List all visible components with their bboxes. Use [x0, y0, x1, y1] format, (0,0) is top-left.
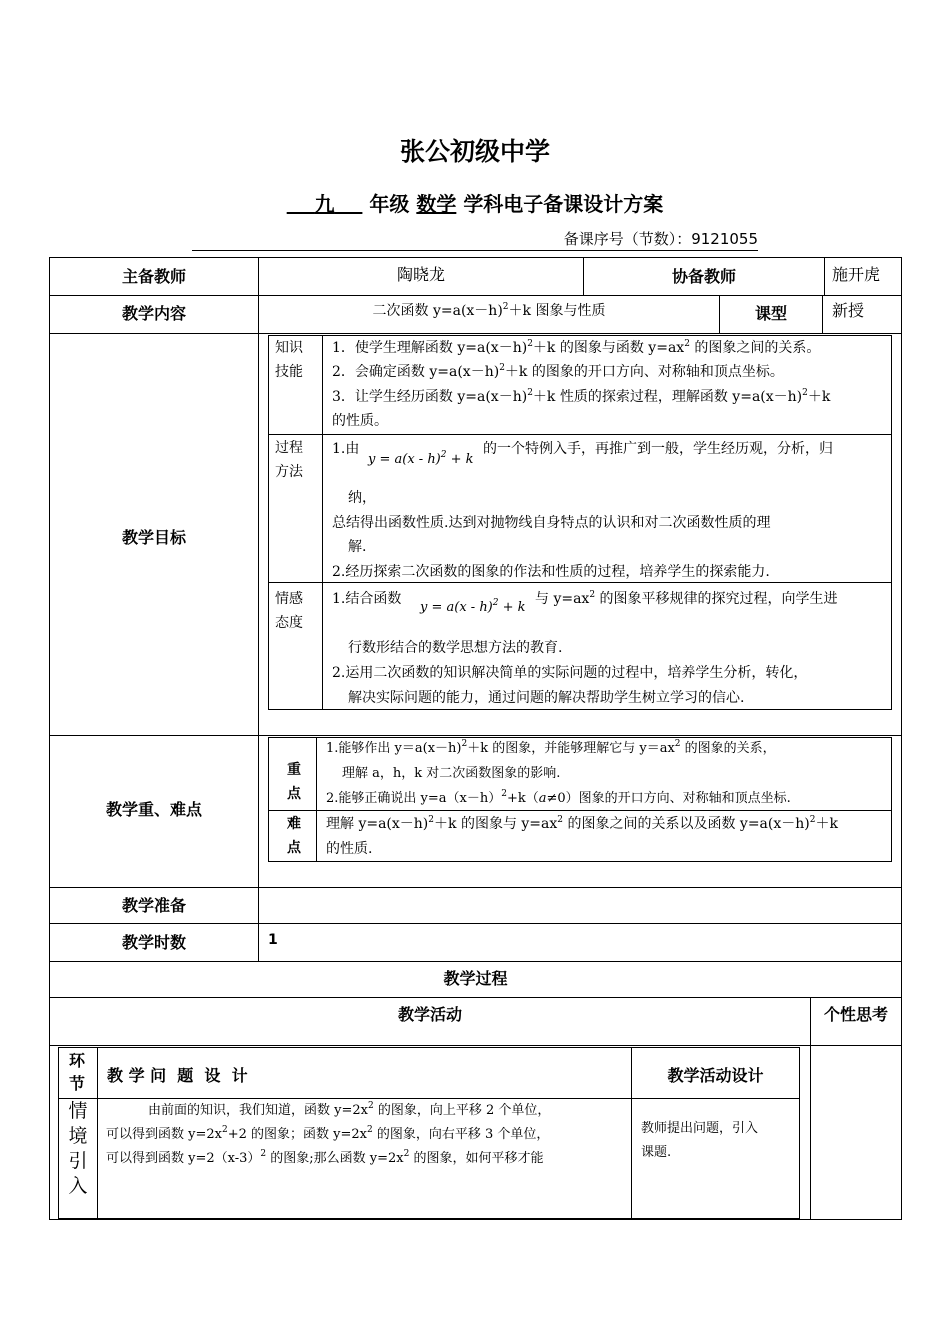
hard-label: 难点 [287, 816, 301, 856]
process-line-5: 2.经历探索二次函数的图象的作法和性质的过程，培养学生的探索能力. [332, 564, 770, 580]
emotion-formula: y = a(x - h)$^2$ + k [420, 598, 526, 615]
stage-column-header: 环节 [68, 1051, 85, 1093]
stage-1-line-3: 可以得到函数 $y=2(x-3)^2$ 的图象;那么函数 $y=2x^2$ 的图象，如何平移才能 [106, 1149, 544, 1166]
hours-value: 1 [268, 932, 278, 948]
hours-label: 教学时数 [121, 933, 186, 952]
knowledge-line-2: 2．会确定函数 $y=a(x-h)^2+k$ 的图象的开口方向、对称轴和顶点坐标。 [332, 363, 784, 380]
key-line-1: 1.能够作出 $y=a(x-h)^2+k$ 的图象，并能够理解它与 $y=ax^2$ 的图象的关系， [326, 739, 776, 756]
type-value: 新授 [832, 301, 865, 320]
hard-line-2: 的性质. [326, 841, 373, 857]
stage-1-line-1: 由前面的知识，我们知道，函数 $y=2x^2$ 的图象，向上平移 2 个单位， [148, 1101, 551, 1118]
content-label: 教学内容 [121, 304, 186, 323]
process-section-title: 教学过程 [443, 969, 508, 988]
emotion-line-3: 2.运用二次函数的知识解决简单的实际问题的过程中，培养学生分析，转化， [332, 665, 808, 681]
process-line-4: 解. [348, 539, 367, 555]
design-column-header: 教学活动设计 [667, 1066, 764, 1085]
emotion-line-2: 行数形结合的数学思想方法的教育. [348, 640, 563, 656]
question-column-header: 教 学 问 题 设 计 [107, 1066, 248, 1085]
process-formula: y = a(x - h)$^2$ + k [368, 450, 474, 467]
process-line-1a: 1.由 [332, 441, 360, 457]
school-title: 张公初级中学 [399, 137, 550, 166]
stage-1-label: 情境引入 [68, 1100, 88, 1197]
emotion-line-4: 解决实际问题的能力，通过问题的解决帮助学生树立学习的信心. [348, 690, 745, 706]
activity-header: 教学活动 [397, 1005, 462, 1024]
co-teacher-label: 协备教师 [671, 267, 736, 286]
type-label: 课型 [754, 304, 787, 323]
process-line-3: 总结得出函数性质.达到对抛物线自身特点的认识和对二次函数性质的理 [332, 515, 771, 531]
knowledge-label: 知识技能 [275, 340, 303, 380]
key-line-3: 2.能够正确说出 $y=a(x-h)^2+k(a\ne 0)$图象的开口方向、对称轴和顶点坐标. [326, 789, 791, 806]
knowledge-line-4: 的性质。 [332, 413, 388, 429]
key-line-2: 理解 a，h，k 对二次函数图象的影响. [342, 766, 561, 781]
stage-1-design-1: 教师提出问题，引入 [641, 1121, 759, 1136]
main-teacher-label: 主备教师 [121, 267, 186, 286]
key-points-label: 教学重、难点 [105, 800, 202, 819]
goals-label: 教学目标 [121, 528, 186, 547]
emotion-line-1a: 1.结合函数 [332, 591, 402, 607]
lesson-number: 备课序号（节数）：9121055 [192, 228, 758, 251]
stage-1-design-2: 课题. [641, 1145, 672, 1160]
subject: 数学 [416, 192, 457, 216]
hard-line-1: 理解 $y=a(x-h)^2+k$ 的图象与 $y=ax^2$ 的图象之间的关系以及函数 $y=a(x-h)^2+k$ [326, 815, 838, 832]
content-value: 二次函数 $y=a(x-h)^2+k$ 图象与性质 [372, 302, 606, 319]
prep-label: 教学准备 [121, 896, 186, 915]
knowledge-line-3: 3．让学生经历函数 $y=a(x-h)^2+k$ 性质的探索过程，理解函数 $y=a(x-h)^2+k$ [332, 388, 831, 405]
emotion-line-1b: 与 $y=ax^2$ 的图象平移规律的探究过程，向学生进 [535, 590, 838, 607]
process-label: 过程方法 [275, 440, 303, 480]
main-teacher-value: 陶晓龙 [396, 265, 445, 284]
grade: 九 [314, 192, 335, 216]
process-line-1b: 的一个特例入手，再推广到一般，学生经历观，分析，归 [483, 441, 833, 457]
emotion-label: 情感态度 [275, 591, 303, 631]
stage-1-line-2: 可以得到函数 $y=2x^2+2$ 的图象；函数 $y=2x^2$ 的图象，向右平移 3 个单位， [106, 1125, 550, 1142]
co-teacher-value: 施开虎 [832, 265, 881, 284]
key-label: 重点 [287, 762, 301, 802]
plan-subtitle: 九 年级 数学 学科电子备课设计方案 [0, 188, 950, 217]
knowledge-line-1: 1．使学生理解函数 $y=a(x-h)^2+k$ 的图象与函数 $y=ax^2$ 的图象之间的关系。 [332, 339, 821, 356]
thinking-header: 个性思考 [823, 1005, 888, 1024]
process-line-2: 纳， [348, 490, 376, 506]
